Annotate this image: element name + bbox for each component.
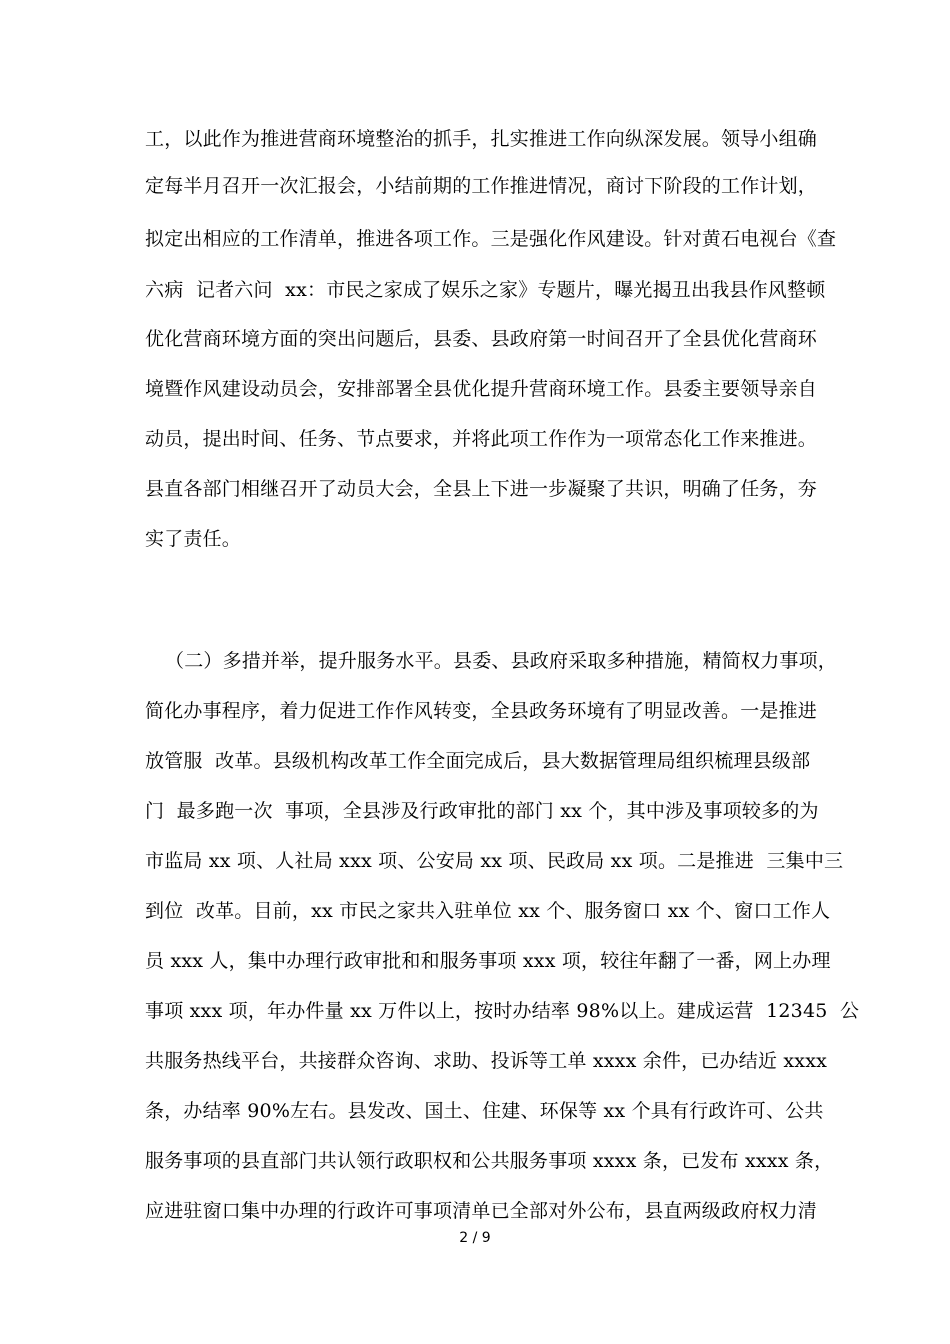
body-text-line: 条，办结率 90%左右。县发改、国土、住建、环保等 xx 个具有行政许可、公共 <box>145 1100 824 1122</box>
body-text-line: 六病 记者六问 xx：市民之家成了娱乐之家》专题片，曝光揭丑出我县作风整顿 <box>145 279 826 301</box>
body-text-line: 市监局 xx 项、人社局 xxx 项、公安局 xx 项、民政局 xx 项。二是推进 三集中三 <box>145 850 844 872</box>
body-text-line: 拟定出相应的工作清单，推进各项工作。三是强化作风建设。针对黄石电视台《查 <box>145 228 837 250</box>
section-heading-line: （二）多措并举，提升服务水平。县委、县政府采取多种措施，精简权力事项， <box>165 650 838 672</box>
body-text-line: 放管服 改革。县级机构改革工作全面完成后，县大数据管理局组织梳理县级部 <box>145 750 811 772</box>
body-text-line: 定每半月召开一次汇报会，小结前期的工作推进情况，商讨下阶段的工作计划， <box>145 175 818 197</box>
body-text-line: 共服务热线平台，共接群众咨询、求助、投诉等工单 xxxx 余件，已办结近 xxxx <box>145 1050 828 1072</box>
body-text-line: 服务事项的县直部门共认领行政职权和公共服务事项 xxxx 条，已发布 xxxx 条， <box>145 1150 834 1172</box>
body-text-line: 工，以此作为推进营商环境整治的抓手，扎实推进工作向纵深发展。领导小组确 <box>145 128 818 150</box>
body-text-line: 实了责任。 <box>145 528 242 550</box>
body-text-line: 应进驻窗口集中办理的行政许可事项清单已全部对外公布，县直两级政府权力清 <box>145 1200 818 1222</box>
body-text-line: 境暨作风建设动员会，安排部署全县优化提升营商环境工作。县委主要领导亲自 <box>145 378 818 400</box>
body-text-line: 到位 改革。目前，xx 市民之家共入驻单位 xx 个、服务窗口 xx 个、窗口工作人 <box>145 900 831 922</box>
body-text-line: 事项 xxx 项，年办件量 xx 万件以上，按时办结率 98%以上。建成运营 12345 公 <box>145 1000 860 1022</box>
body-text-line: 门 最多跑一次 事项，全县涉及行政审批的部门 xx 个，其中涉及事项较多的为 <box>145 800 819 822</box>
body-text-line: 优化营商环境方面的突出问题后，县委、县政府第一时间召开了全县优化营商环 <box>145 328 818 350</box>
body-text-line: 简化办事程序，着力促进工作作风转变，全县政务环境有了明显改善。一是推进 <box>145 700 818 722</box>
body-text-line: 县直各部门相继召开了动员大会，全县上下进一步凝聚了共识，明确了任务，夯 <box>145 478 818 500</box>
page-number: 2 / 9 <box>459 1230 491 1246</box>
body-text-line: 员 xxx 人，集中办理行政审批和和服务事项 xxx 项，较往年翻了一番，网上办理 <box>145 950 831 972</box>
body-text-line: 动员，提出时间、任务、节点要求，并将此项工作作为一项常态化工作来推进。 <box>145 428 818 450</box>
